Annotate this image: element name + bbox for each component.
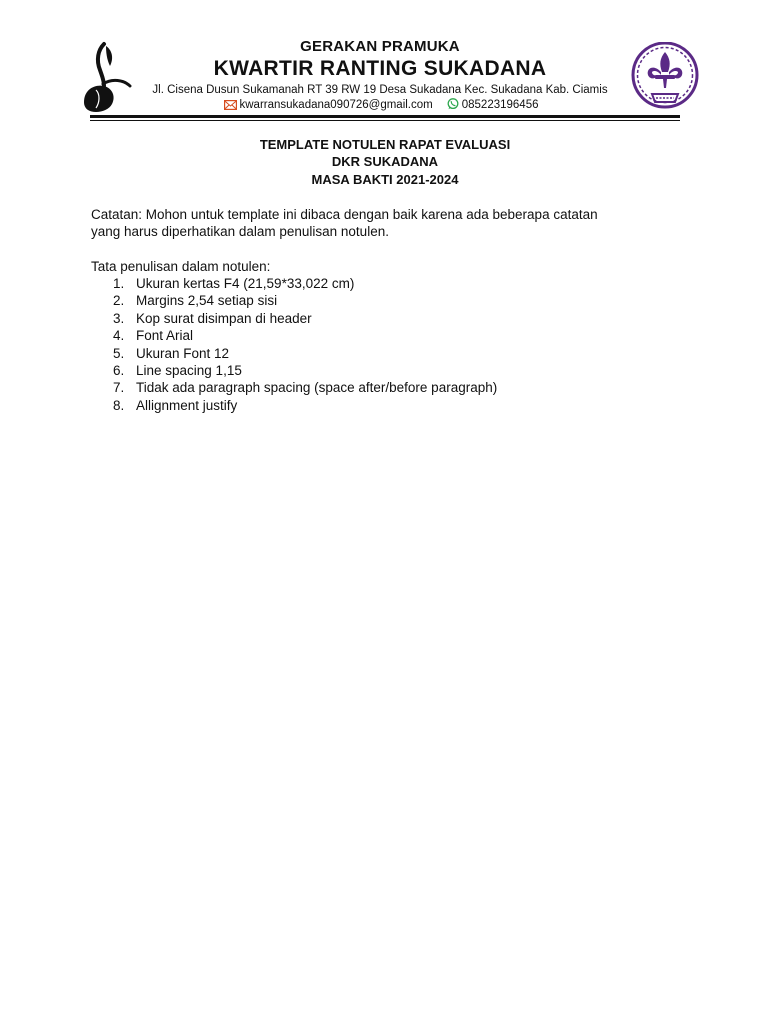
list-item-number: 5.	[113, 345, 125, 361]
list-item	[91, 310, 681, 327]
list-item-number: 4.	[113, 328, 125, 344]
writing-rules-list	[91, 275, 681, 414]
list-item-number: 2.	[113, 293, 125, 309]
email-address[interactable]: kwarransukadana090726@gmail.com	[239, 99, 433, 111]
list-item-text: Ukuran kertas F4 (21,59*33,022 cm)	[136, 276, 355, 291]
contact-line	[130, 98, 630, 111]
list-item	[91, 345, 681, 362]
list-item-text: Allignment justify	[136, 397, 238, 413]
letterhead-divider-thin	[90, 120, 680, 121]
list-lead: Tata penulisan dalam notulen:	[91, 259, 271, 274]
list-item	[91, 275, 681, 292]
list-item-text: Font Arial	[136, 328, 194, 344]
note-line: yang harus diperhatikan dalam penulisan notulen.	[91, 224, 389, 239]
list-item-text: Kop surat disimpan di header	[136, 310, 312, 326]
list-item-number: 8.	[113, 397, 125, 413]
document-period: MASA BAKTI 2021-2024	[311, 172, 459, 187]
list-item	[91, 362, 681, 379]
note-paragraph	[91, 206, 681, 240]
document-title: TEMPLATE NOTULEN RAPAT EVALUASI	[259, 137, 511, 152]
list-item-text: Line spacing 1,15	[136, 362, 242, 378]
letterhead-divider-thick	[90, 115, 680, 118]
list-item-number: 1.	[113, 276, 125, 291]
list-item	[91, 397, 681, 414]
list-item-number: 7.	[113, 380, 125, 396]
organization-name: GERAKAN PRAMUKA	[300, 38, 460, 55]
address: Jl. Cisena Dusun Sukamanah RT 39 RW 19 Desa Sukadana Kec. Sukadana Kab. Ciamis	[152, 84, 608, 96]
list-item-number: 6.	[113, 362, 125, 378]
note-line: Catatan: Mohon untuk template ini dibaca dengan baik karena ada beberapa catatan	[91, 207, 598, 222]
list-item-text: Ukuran Font 12	[136, 345, 230, 361]
list-item-text: Tidak ada paragraph spacing (space after/before paragraph)	[136, 380, 498, 396]
list-item-text: Margins 2,54 setiap sisi	[136, 293, 278, 309]
phone-number[interactable]: 085223196456	[461, 99, 539, 111]
whatsapp-icon	[447, 98, 459, 110]
list-item	[91, 292, 681, 309]
list-item	[91, 327, 681, 344]
list-item-number: 3.	[113, 310, 125, 326]
envelope-icon	[224, 100, 237, 110]
organization-unit: KWARTIR RANTING SUKADANA	[213, 57, 547, 80]
document-subtitle: DKR SUKADANA	[331, 154, 439, 169]
list-item	[91, 379, 681, 396]
